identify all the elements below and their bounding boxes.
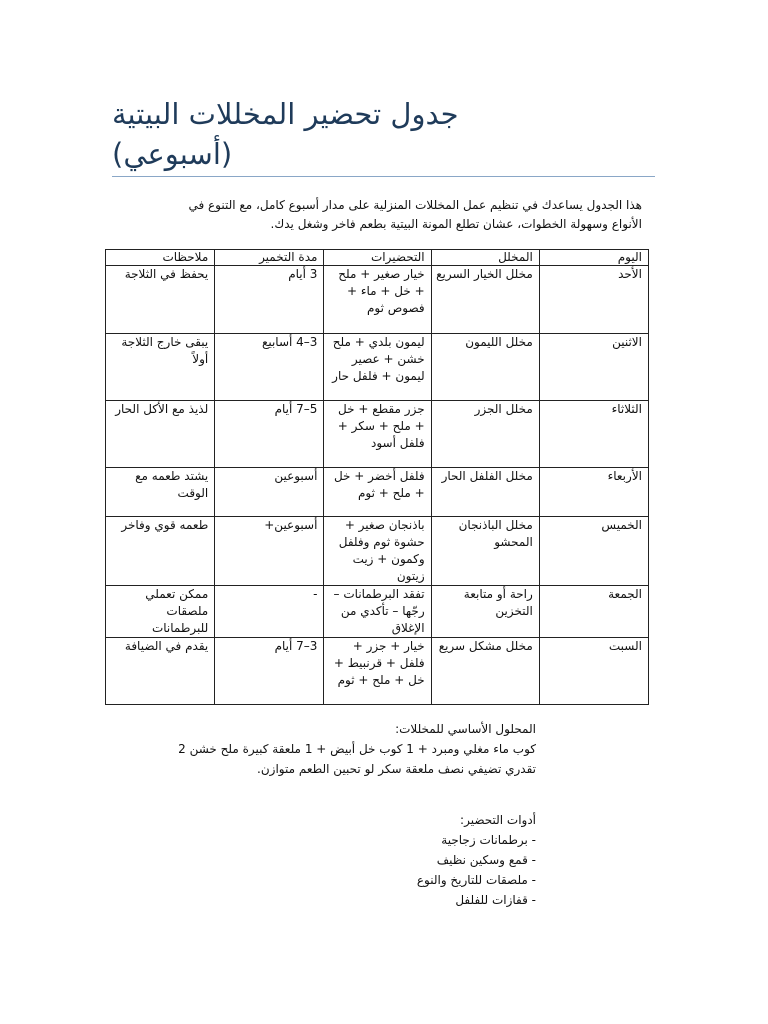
intro-line-2: الأنواع وسهولة الخطوات، عشان تطلع المونة البيتية بطعم فاخر وشغل يدك. (270, 217, 642, 231)
cell-preparations: خيار + جزر + فلفل + قرنبيط + خل + ملح + ثوم (324, 638, 431, 705)
cell-pickle: مخلل الجزر (431, 401, 539, 468)
cell-pickle: مخلل الخيار السريع (431, 266, 539, 334)
brine-line-2: تقدري تضيفي نصف ملعقة سكر لو تحبين الطعم متوازن. (257, 762, 536, 776)
cell-notes: يقدم في الضيافة (106, 638, 215, 705)
list-item: - قفازات للفلفل (455, 893, 536, 907)
cell-preparations: فلفل أخضر + خل + ملح + ثوم (324, 468, 431, 517)
cell-duration: أسبوعين (215, 468, 324, 517)
brine-line-1: كوب ماء مغلي ومبرد + 1 كوب خل أبيض + 1 ملعقة كبيرة ملح خشن 2 (178, 742, 536, 756)
header-fermentation-duration: مدة التخمير (215, 250, 324, 266)
header-preparations: التحضيرات (324, 250, 431, 266)
header-notes: ملاحظات (106, 250, 215, 266)
table-row (106, 266, 649, 334)
cell-duration: 3 أيام (215, 266, 324, 334)
cell-pickle: مخلل مشكل سريع (431, 638, 539, 705)
cell-day: السبت (539, 638, 648, 705)
table-row (106, 586, 649, 638)
table-row (106, 468, 649, 517)
tools-list (112, 830, 536, 910)
title-underline (112, 176, 655, 177)
cell-notes: لذيذ مع الأكل الحار (106, 401, 215, 468)
pickle-schedule-table (105, 249, 649, 705)
cell-notes: يبقى خارج الثلاجة أولاً (106, 334, 215, 401)
list-item: - ملصقات للتاريخ والنوع (416, 873, 536, 887)
cell-preparations: ليمون بلدي + ملح خشن + عصير ليمون + فلفل حار (324, 334, 431, 401)
title-line-2: (أسبوعي) (112, 137, 233, 171)
list-item: - برطمانات زجاجية (441, 833, 536, 847)
cell-duration: - (215, 586, 324, 638)
cell-duration: 3–4 أسابيع (215, 334, 324, 401)
cell-preparations: تفقد البرطمانات – رجّها – تأكدي من الإغلاق (324, 586, 431, 638)
cell-day: الأربعاء (539, 468, 648, 517)
page-title (112, 94, 660, 174)
cell-duration: 3–7 أيام (215, 638, 324, 705)
cell-pickle: مخلل الليمون (431, 334, 539, 401)
intro-paragraph (112, 196, 642, 234)
cell-preparations: خيار صغير + ملح + خل + ماء + فصوص ثوم (324, 266, 431, 334)
intro-line-1: هذا الجدول يساعدك في تنظيم عمل المخللات المنزلية على مدار أسبوع كامل، مع التنوع في (188, 198, 642, 212)
cell-notes: يحفظ في الثلاجة (106, 266, 215, 334)
header-day: اليوم (539, 250, 648, 266)
cell-pickle: مخلل الباذنجان المحشو (431, 517, 539, 586)
table-row (106, 638, 649, 705)
cell-day: الأحد (539, 266, 648, 334)
cell-pickle: راحة أو متابعة التخزين (431, 586, 539, 638)
cell-day: الثلاثاء (539, 401, 648, 468)
tools-section (112, 810, 536, 910)
cell-notes: يشتد طعمه مع الوقت (106, 468, 215, 517)
table-header-row (106, 250, 649, 266)
header-pickle: المخلل (431, 250, 539, 266)
cell-preparations: باذنجان صغير + حشوة ثوم وفلفل وكمون + زيت زيتون (324, 517, 431, 586)
title-line-1: جدول تحضير المخللات البيتية (112, 97, 459, 131)
cell-day: الاثنين (539, 334, 648, 401)
cell-notes: طعمه قوي وفاخر (106, 517, 215, 586)
cell-pickle: مخلل الفلفل الحار (431, 468, 539, 517)
table-row (106, 401, 649, 468)
tools-heading: أدوات التحضير: (460, 813, 536, 827)
list-item: - قمع وسكين نظيف (436, 853, 536, 867)
cell-preparations: جزر مقطع + خل + ملح + سكر + فلفل أسود (324, 401, 431, 468)
cell-day: الخميس (539, 517, 648, 586)
basic-brine-section (112, 719, 536, 779)
table-row (106, 334, 649, 401)
brine-heading: المحلول الأساسي للمخللات: (395, 722, 536, 736)
cell-day: الجمعة (539, 586, 648, 638)
cell-duration: 5–7 أيام (215, 401, 324, 468)
table-row (106, 517, 649, 586)
cell-duration: أسبوعين+ (215, 517, 324, 586)
cell-notes: ممكن تعملي ملصقات للبرطمانات (106, 586, 215, 638)
